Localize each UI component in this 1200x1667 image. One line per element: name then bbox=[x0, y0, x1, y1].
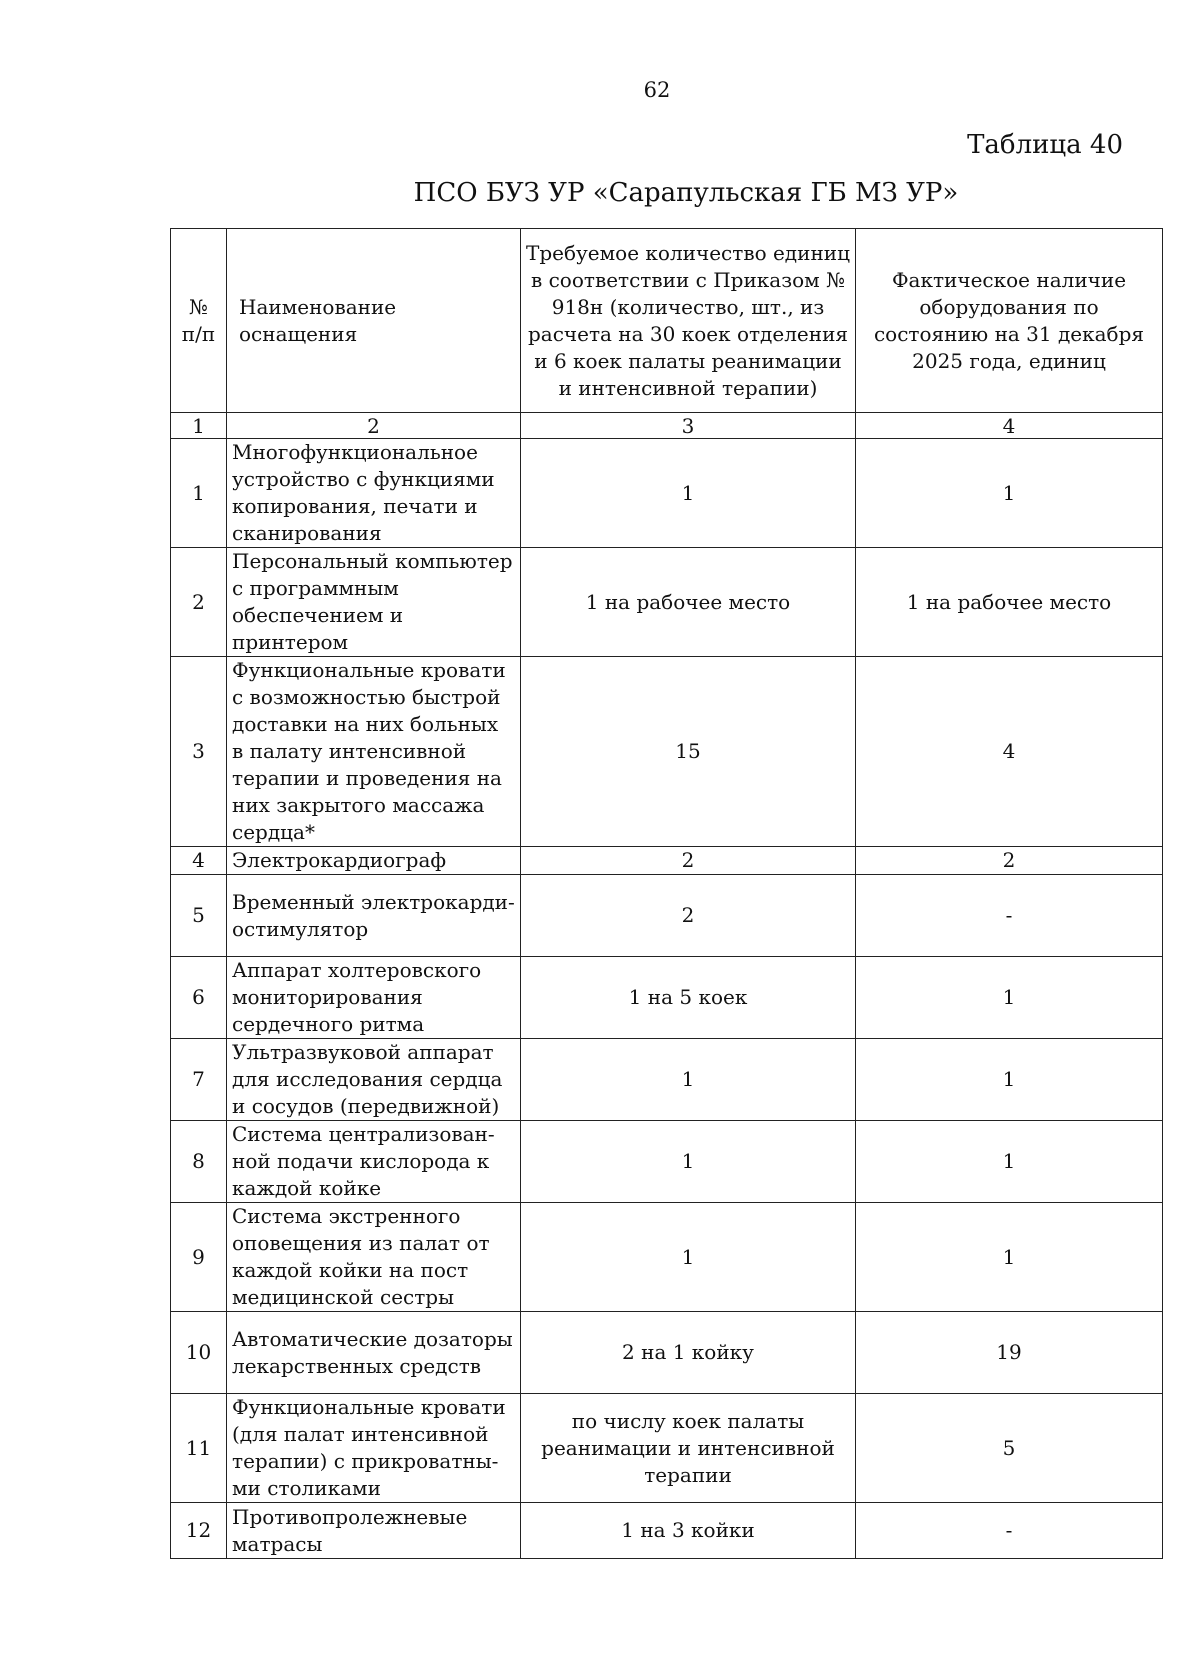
actual-quantity: 19 bbox=[856, 1312, 1163, 1394]
row-number: 7 bbox=[171, 1039, 227, 1121]
row-number: 9 bbox=[171, 1203, 227, 1312]
actual-quantity: 5 bbox=[856, 1394, 1163, 1503]
header-number: № п/п bbox=[171, 229, 227, 413]
required-quantity: 1 на рабочее место bbox=[521, 548, 856, 657]
row-number: 8 bbox=[171, 1121, 227, 1203]
table-row bbox=[171, 957, 1163, 1039]
header-actual-quantity: Фактическое наличие оборудования по состоянию на 31 декабря 2025 года, единиц bbox=[856, 229, 1163, 413]
actual-quantity: - bbox=[856, 875, 1163, 957]
header-equipment-name: Наименование оснащения bbox=[227, 229, 521, 413]
actual-quantity: 1 bbox=[856, 439, 1163, 548]
required-quantity: 15 bbox=[521, 657, 856, 847]
row-number: 1 bbox=[171, 439, 227, 548]
page-number: 62 bbox=[643, 78, 671, 102]
required-quantity: 1 на 5 коек bbox=[521, 957, 856, 1039]
table-label: Таблица 40 bbox=[967, 130, 1123, 160]
row-number: 12 bbox=[171, 1503, 227, 1559]
required-quantity: по числу коек палаты реанимации и интенсивной терапии bbox=[521, 1394, 856, 1503]
actual-quantity: - bbox=[856, 1503, 1163, 1559]
table-row bbox=[171, 1503, 1163, 1559]
equipment-name: Противопролежневые матрасы bbox=[227, 1503, 521, 1559]
equipment-name: Электрокардиограф bbox=[227, 847, 521, 875]
table-row bbox=[171, 1121, 1163, 1203]
row-number: 10 bbox=[171, 1312, 227, 1394]
column-number: 3 bbox=[521, 413, 856, 439]
required-quantity: 2 bbox=[521, 875, 856, 957]
equipment-name: Функциональные кровати с возможностью быстрой доставки на них больных в палату интенсивной терапии и проведения на них закрытого массажа сердца* bbox=[227, 657, 521, 847]
row-number: 2 bbox=[171, 548, 227, 657]
required-quantity: 2 bbox=[521, 847, 856, 875]
actual-quantity: 1 bbox=[856, 1039, 1163, 1121]
table-row bbox=[171, 1203, 1163, 1312]
table-row bbox=[171, 439, 1163, 548]
equipment-name: Система экстренного оповещения из палат от каждой койки на пост медицинской сестры bbox=[227, 1203, 521, 1312]
column-number: 1 bbox=[171, 413, 227, 439]
row-number: 4 bbox=[171, 847, 227, 875]
equipment-name: Ультразвуковой аппарат для исследования сердца и сосудов (передвижной) bbox=[227, 1039, 521, 1121]
document-title: ПСО БУЗ УР «Сарапульская ГБ МЗ УР» bbox=[413, 178, 959, 208]
required-quantity: 1 bbox=[521, 439, 856, 548]
row-number: 5 bbox=[171, 875, 227, 957]
equipment-name: Функциональные кровати (для палат интенсивной терапии) с прикроватны-ми столиками bbox=[227, 1394, 521, 1503]
equipment-name: Многофункциональное устройство с функциями копирования, печати и сканирования bbox=[227, 439, 521, 548]
actual-quantity: 1 bbox=[856, 1121, 1163, 1203]
equipment-name: Автоматические дозаторы лекарственных средств bbox=[227, 1312, 521, 1394]
row-number: 6 bbox=[171, 957, 227, 1039]
required-quantity: 1 на 3 койки bbox=[521, 1503, 856, 1559]
table-row bbox=[171, 1039, 1163, 1121]
equipment-name: Персональный компьютер с программным обеспечением и принтером bbox=[227, 548, 521, 657]
equipment-name: Временный электрокарди-остимулятор bbox=[227, 875, 521, 957]
required-quantity: 1 bbox=[521, 1121, 856, 1203]
equipment-name: Аппарат холтеровского мониторирования сердечного ритма bbox=[227, 957, 521, 1039]
required-quantity: 2 на 1 койку bbox=[521, 1312, 856, 1394]
equipment-table bbox=[170, 228, 1163, 1559]
table-row bbox=[171, 847, 1163, 875]
actual-quantity: 2 bbox=[856, 847, 1163, 875]
actual-quantity: 4 bbox=[856, 657, 1163, 847]
actual-quantity: 1 bbox=[856, 957, 1163, 1039]
equipment-name: Система централизован-ной подачи кислорода к каждой койке bbox=[227, 1121, 521, 1203]
actual-quantity: 1 bbox=[856, 1203, 1163, 1312]
required-quantity: 1 bbox=[521, 1039, 856, 1121]
header-required-quantity: Требуемое количество единиц в соответствии с Приказом № 918н (количество, шт., из расчета на 30 коек отделения и 6 коек палаты реанимации и интенсивной терапии) bbox=[521, 229, 856, 413]
actual-quantity: 1 на рабочее место bbox=[856, 548, 1163, 657]
row-number: 11 bbox=[171, 1394, 227, 1503]
table-row bbox=[171, 548, 1163, 657]
column-number: 4 bbox=[856, 413, 1163, 439]
table-row bbox=[171, 657, 1163, 847]
column-number: 2 bbox=[227, 413, 521, 439]
table-row bbox=[171, 1312, 1163, 1394]
row-number: 3 bbox=[171, 657, 227, 847]
table-header-row bbox=[171, 229, 1163, 413]
table-row bbox=[171, 1394, 1163, 1503]
table-row bbox=[171, 875, 1163, 957]
column-number-row bbox=[171, 413, 1163, 439]
required-quantity: 1 bbox=[521, 1203, 856, 1312]
